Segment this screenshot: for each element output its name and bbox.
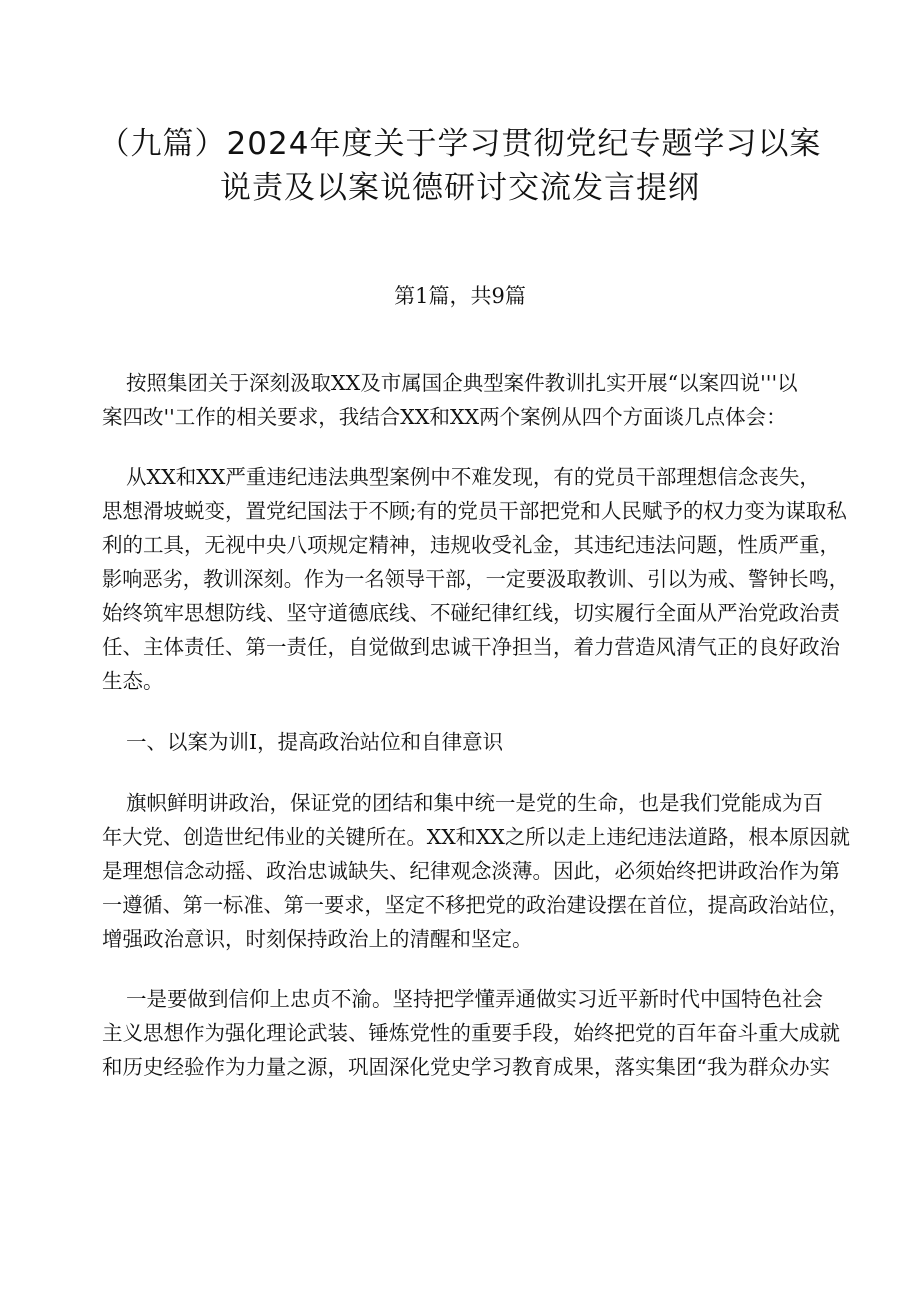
paragraph-line: 任、主体责任、第一责任，自觉做到忠诚干净担当，着力营造风清气正的良好政治 — [102, 635, 840, 659]
paragraph-line: 年大党、创造世纪伟业的关键所在。XX和XX之所以走上违纪违法道路，根本原因就 — [102, 825, 850, 849]
paragraph-line: 增强政治意识，时刻保持政治上的清醒和坚定。 — [102, 927, 533, 951]
document-title-line-1: （九篇）2024年度关于学习贯彻党纪专题学习以案 — [98, 126, 822, 162]
paragraph-line: 案四改''工作的相关要求，我结合XX和XX两个案例从四个方面谈几点体会： — [102, 405, 787, 429]
document-title-line-2: 说责及以案说德研讨交流发言提纲 — [220, 170, 700, 206]
paragraph-line: 思想滑坡蜕变，置党纪国法于不顾;有的党员干部把党和人民赋予的权力变为谋取私 — [102, 499, 847, 523]
section-heading: 一、以案为训I，提高政治站位和自律意识 — [126, 730, 504, 754]
paragraph-line: 始终筑牢思想防线、坚守道德底线、不碰纪律红线，切实履行全面从严治党政治责 — [102, 601, 840, 625]
paragraph-line: 按照集团关于深刻汲取XX及市属国企典型案件教训扎实开展“以案四说'''以 — [126, 371, 798, 395]
paragraph-line: 旗帜鲜明讲政治，保证党的团结和集中统一是党的生命，也是我们党能成为百 — [126, 791, 823, 815]
paragraph-line: 生态。 — [102, 669, 164, 693]
paragraph-line: 和历史经验作为力量之源，巩固深化党史学习教育成果，落实集团“我为群众办实 — [102, 1055, 830, 1079]
paragraph-line: 从XX和XX严重违纪违法典型案例中不难发现，有的党员干部理想信念丧失， — [126, 465, 820, 489]
paragraph-line: 主义思想作为强化理论武装、锤炼党性的重要手段，始终把党的百年奋斗重大成就 — [102, 1021, 840, 1045]
paragraph-line: 利的工具，无视中央八项规定精神，违规收受礼金，其违纪违法问题，性质严重， — [102, 533, 840, 557]
paragraph-line: 影响恶劣，教训深刻。作为一名领导干部，一定要汲取教训、引以为戒、警钟长鸣， — [102, 567, 849, 591]
paragraph-line: 是理想信念动摇、政治忠诚缺失、纪律观念淡薄。因此，必须始终把讲政治作为第 — [102, 859, 840, 883]
paragraph-line: 一遵循、第一标准、第一要求，坚定不移把党的政治建设摆在首位，提高政治站位， — [102, 893, 849, 917]
paragraph-line: 一是要做到信仰上忠贞不渝。坚持把学懂弄通做实习近平新时代中国特色社会 — [126, 987, 823, 1011]
part-indicator: 第1篇，共9篇 — [394, 284, 526, 308]
